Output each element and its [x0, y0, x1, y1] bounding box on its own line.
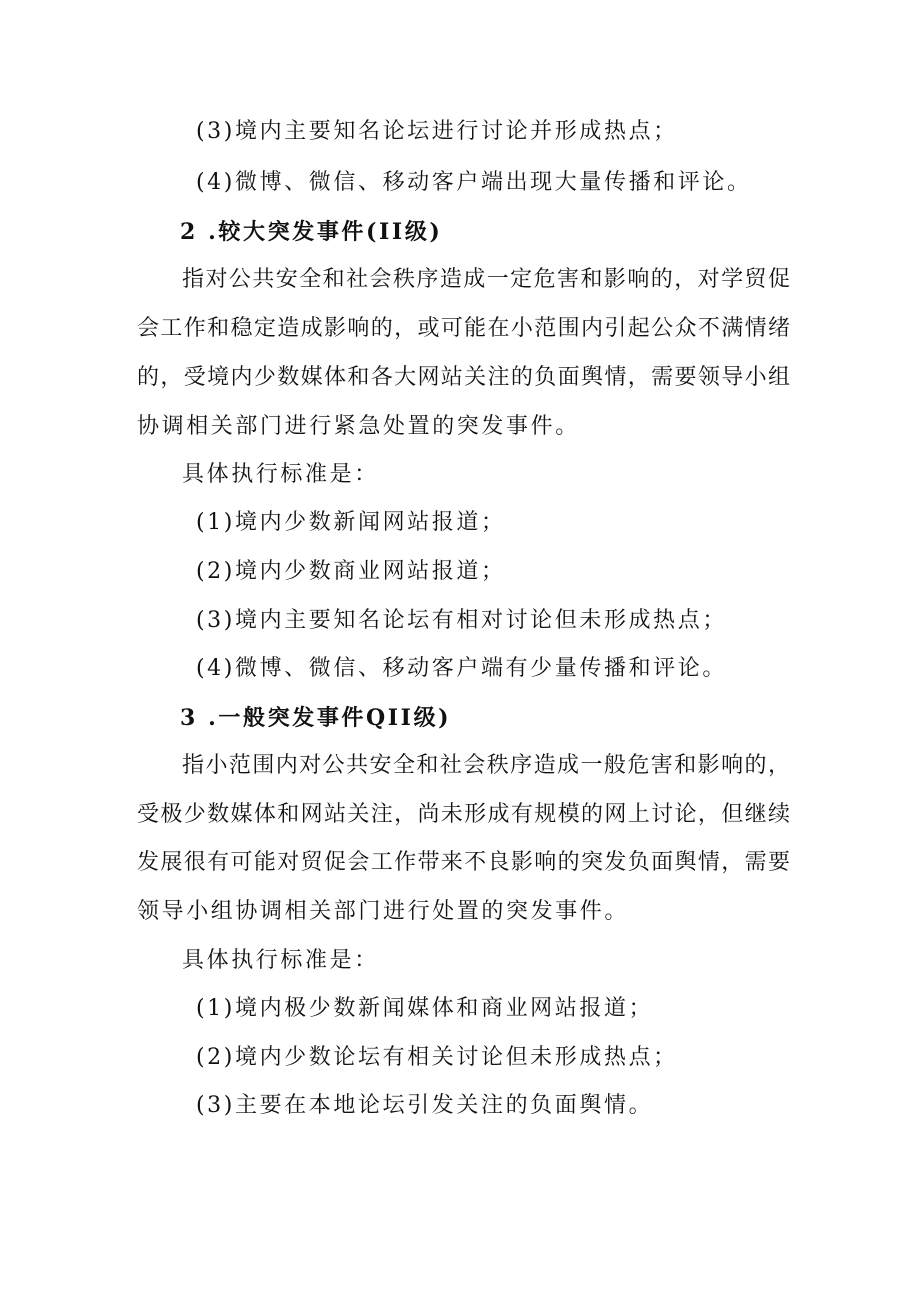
paragraph-line: 指对公共安全和社会秩序造成一定危害和影响的，对学贸促 — [182, 267, 790, 292]
list-item: (2)境内少数论坛有相关讨论但未形成热点； — [196, 1045, 678, 1070]
list-item: (2)境内少数商业网站报道； — [196, 559, 506, 584]
paragraph-line: 领导小组协调相关部门进行处置的突发事件。 — [137, 899, 630, 924]
paragraph-line: 具体执行标准是： — [182, 948, 379, 973]
paragraph-line: 的，受境内少数媒体和各大网站关注的负面舆情，需要领导小组 — [137, 365, 790, 390]
list-item: (4)微博、微信、移动客户端出现大量传播和评论。 — [196, 170, 752, 195]
section-heading: 2 .较大突发事件(II级) — [180, 219, 443, 245]
paragraph-line: 协调相关部门进行紧急处置的突发事件。 — [137, 414, 580, 439]
paragraph-line: 指小范围内对公共安全和社会秩序造成一般危害和影响的， — [182, 753, 790, 778]
section-heading: 3 .一般突发事件QII级) — [180, 705, 452, 731]
paragraph-line: 具体执行标准是： — [182, 462, 379, 487]
paragraph-line: 受极少数媒体和网站关注，尚未形成有规模的网上讨论，但继续 — [137, 802, 790, 827]
list-item: (1)境内少数新闻网站报道； — [196, 510, 506, 535]
list-item: (3)境内主要知名论坛进行讨论并形成热点； — [196, 119, 678, 144]
paragraph-line: 发展很有可能对贸促会工作带来不良影响的突发负面舆情，需要 — [137, 850, 790, 875]
list-item: (1)境内极少数新闻媒体和商业网站报道； — [196, 996, 654, 1021]
list-item: (3)主要在本地论坛引发关注的负面舆情。 — [196, 1093, 654, 1118]
list-item: (3)境内主要知名论坛有相对讨论但未形成热点； — [196, 608, 727, 633]
paragraph-line: 会工作和稳定造成影响的，或可能在小范围内引起公众不满情绪 — [137, 316, 790, 341]
list-item: (4)微博、微信、移动客户端有少量传播和评论。 — [196, 656, 727, 681]
